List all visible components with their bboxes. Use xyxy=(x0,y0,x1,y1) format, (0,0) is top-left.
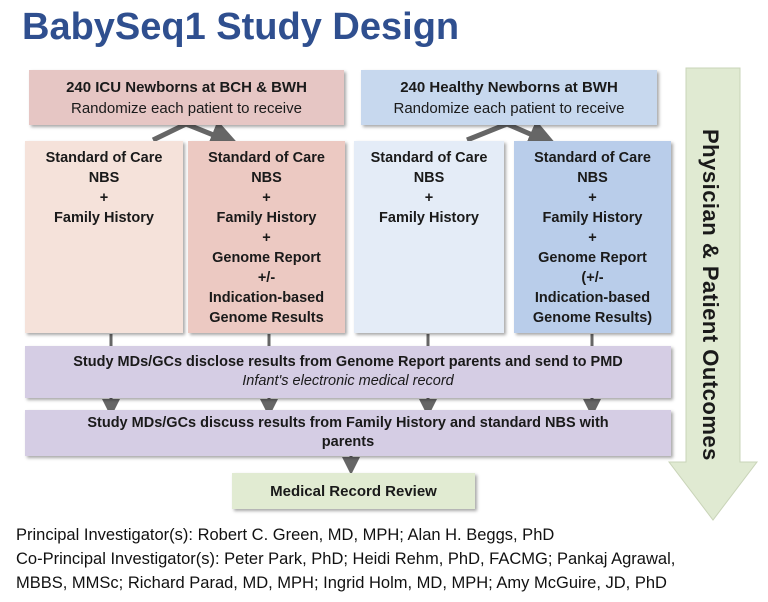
icu-header-subtitle: Randomize each patient to receive xyxy=(71,99,302,117)
disclose-text: Study MDs/GCs disclose results from Genome Report parents and send to PMD xyxy=(73,354,623,370)
co-principal-investigators-line1: Co-Principal Investigator(s): Peter Park, PhD; Heidi Rehm, PhD, FACMG; Pankaj Agrawal, xyxy=(16,550,676,568)
medical-record-review-label: Medical Record Review xyxy=(270,482,437,500)
healthy-newborns-box xyxy=(361,70,657,125)
disclose-results-box xyxy=(25,346,671,398)
medical-record-review-box xyxy=(232,473,475,509)
co-principal-investigators-line2: MBBS, MMSc; Richard Parad, MD, MPH; Ingrid Holm, MD, MPH; Amy McGuire, JD, PhD xyxy=(16,574,667,592)
icu-genome-arm: Standard of Care NBS + Family History + Genome Report +/- Indication-based Genome Results xyxy=(188,141,345,333)
healthy-header-subtitle: Randomize each patient to receive xyxy=(393,99,625,117)
icu-standard-arm: Standard of Care NBS + Family History xyxy=(25,141,183,333)
principal-investigators: Principal Investigator(s): Robert C. Green, MD, MPH; Alan H. Beggs, PhD xyxy=(16,526,555,544)
discuss-results-box xyxy=(25,410,671,456)
discuss-text-line2: parents xyxy=(321,434,375,450)
healthy-header-title: 240 Healthy Newborns at BWH xyxy=(400,78,618,96)
icu-newborns-box xyxy=(29,70,344,125)
healthy-standard-arm: Standard of Care NBS + Family History xyxy=(354,141,504,333)
icu-header-title: 240 ICU Newborns at BCH & BWH xyxy=(66,78,307,96)
healthy-split-arrow xyxy=(467,124,544,140)
page-title: BabySeq1 Study Design xyxy=(22,6,460,48)
disclose-subtext: Infant's electronic medical record xyxy=(242,373,454,389)
discuss-text-line1: Study MDs/GCs discuss results from Family History and standard NBS with xyxy=(87,415,609,431)
icu-split-arrow xyxy=(153,124,226,140)
healthy-genome-arm: Standard of Care NBS + Family History + Genome Report (+/- Indication-based Genome Results) xyxy=(514,141,671,333)
outcomes-label: Physician & Patient Outcomes xyxy=(698,129,723,461)
